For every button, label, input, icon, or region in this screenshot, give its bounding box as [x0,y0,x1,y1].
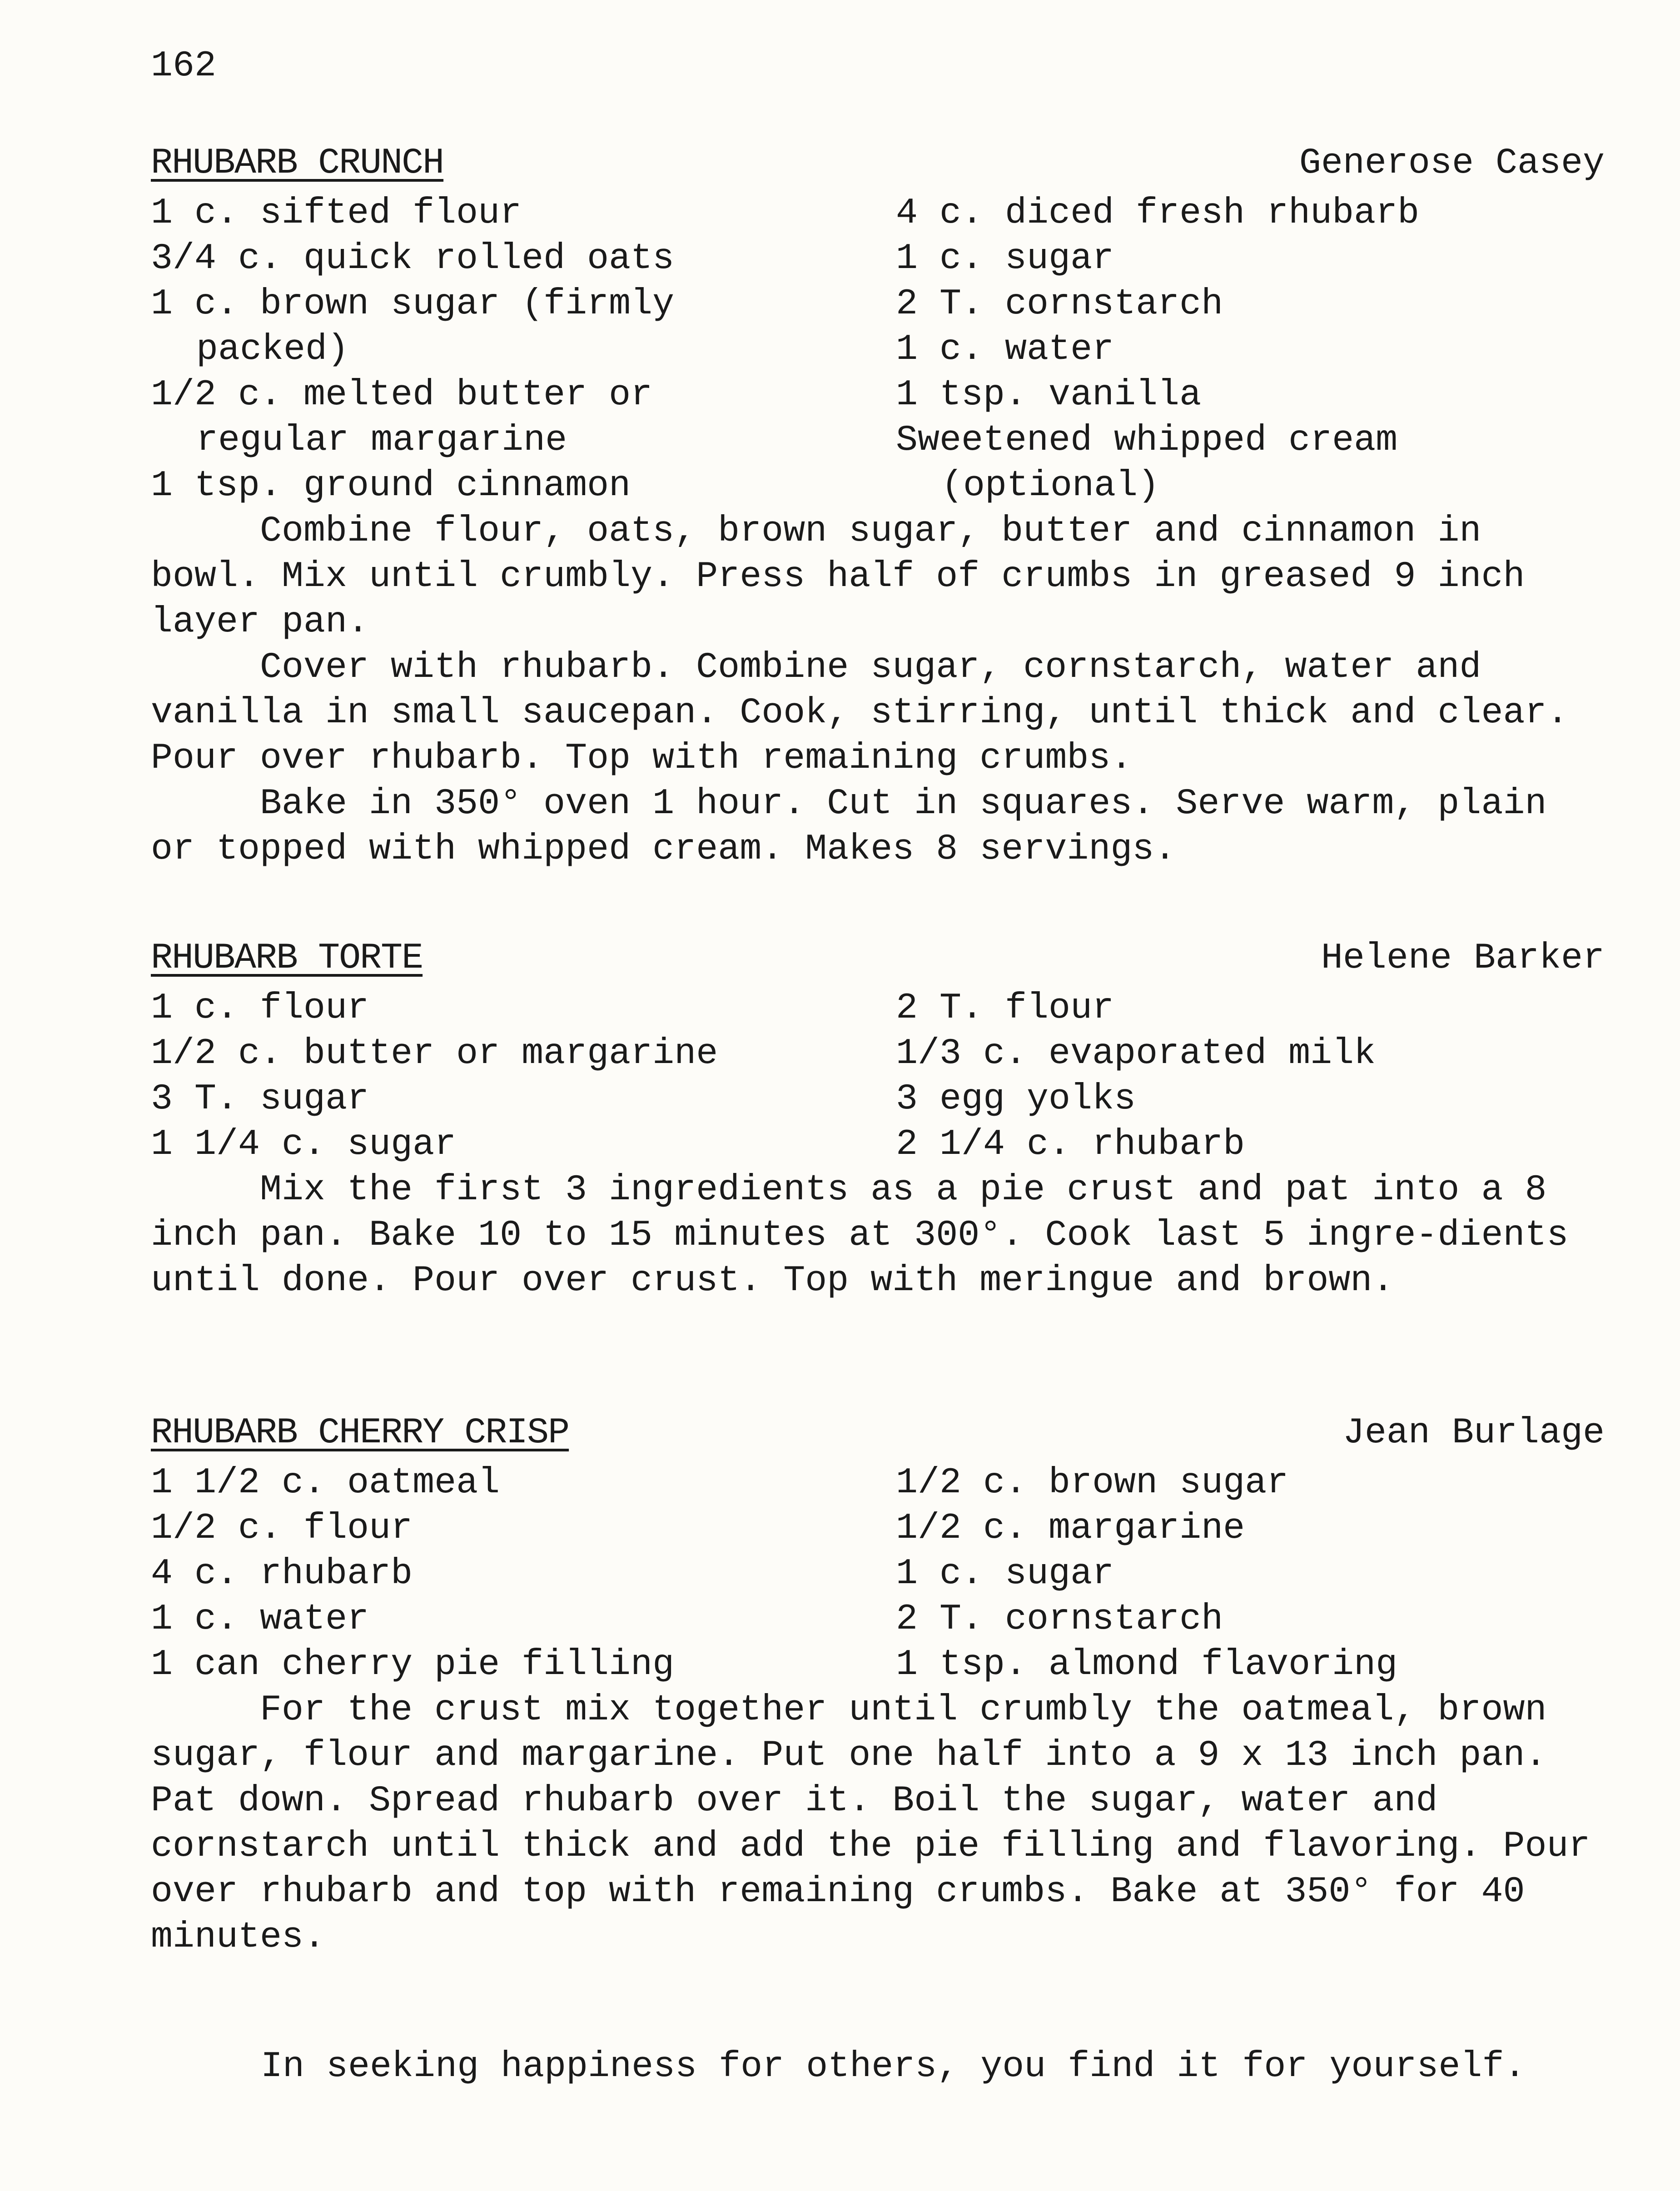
recipe-rhubarb-crunch [151,141,1605,872]
ingredient: 1/3 c. evaporated milk [896,1033,1376,1074]
ingredient: 4 c. diced fresh rhubarb [896,193,1420,234]
ingredient: 1/2 c. melted butter or [151,374,653,416]
ingredient: 1/2 c. flour [151,1508,413,1549]
ingredients-left-column [151,191,896,509]
ingredient: 1 tsp. vanilla [896,374,1202,416]
ingredients-left-column [151,986,896,1168]
ingredient: Sweetened whipped cream [896,420,1398,461]
recipe-title: RHUBARB CRUNCH [151,143,444,184]
ingredient: 1 c. sugar [896,238,1114,279]
recipe-rhubarb-cherry-crisp [151,1411,1605,1960]
direction-paragraph: Bake in 350° oven 1 hour. Cut in squares. Serve warm, plain or topped with whipped cream. Makes 8 servings. [151,783,1547,870]
ingredient-list [151,191,1605,509]
ingredient: 1 c. flour [151,988,369,1029]
ingredient: 1/2 c. brown sugar [896,1462,1289,1504]
ingredient-list [151,1461,1605,1688]
ingredient: 1 c. sifted flour [151,193,522,234]
recipe-header [151,936,1605,986]
direction-paragraph: Mix the first 3 ingredients as a pie crust and pat into a 8 inch pan. Bake 10 to 15 minutes at 300°. Cook last 5 ingre-dients until done. Pour over crust. Top with meringue and brown. [151,1169,1569,1302]
ingredient: 2 T. cornstarch [896,283,1223,325]
recipe-rhubarb-torte [151,936,1605,1304]
ingredient: 3 egg yolks [896,1078,1136,1120]
recipe-directions [151,1168,1605,1304]
ingredient: 1 1/2 c. oatmeal [151,1462,500,1504]
direction-paragraph: Cover with rhubarb. Combine sugar, cornstarch, water and vanilla in small saucepan. Cook, stirring, until thick and clear. Pour over rhubarb. Top with remaining crumbs. [151,647,1569,779]
ingredient: 1 1/4 c. sugar [151,1124,457,1165]
ingredient-continuation: (optional) [941,465,1160,507]
recipe-author: Helene Barker [1321,938,1605,979]
recipe-directions [151,509,1605,872]
ingredient: 1 c. water [896,329,1114,370]
ingredient: 4 c. rhubarb [151,1553,413,1595]
ingredients-left-column [151,1461,896,1688]
ingredients-right-column [896,986,1605,1168]
ingredient: 1 c. water [151,1599,369,1640]
recipe-header [151,1411,1605,1461]
ingredient: 1 c. brown sugar (firmly [151,283,675,325]
ingredient-continuation: regular margarine [196,420,567,461]
recipe-title: RHUBARB CHERRY CRISP [151,1412,569,1454]
ingredient: 2 T. flour [896,988,1114,1029]
direction-paragraph: Combine flour, oats, brown sugar, butter and cinnamon in bowl. Mix until crumbly. Press half of crumbs in greased 9 inch layer pan. [151,511,1525,643]
ingredient: 1 can cherry pie filling [151,1644,675,1685]
ingredient: 1 tsp. ground cinnamon [151,465,631,507]
recipe-directions [151,1688,1605,1960]
page-number: 162 [151,45,217,87]
ingredient: 2 1/4 c. rhubarb [896,1124,1245,1165]
ingredient: 1 tsp. almond flavoring [896,1644,1398,1685]
ingredient: 1/2 c. butter or margarine [151,1033,718,1074]
ingredient: 1 c. sugar [896,1553,1114,1595]
ingredient: 3/4 c. quick rolled oats [151,238,675,279]
ingredient: 3 T. sugar [151,1078,369,1120]
ingredient: 1/2 c. margarine [896,1508,1245,1549]
ingredients-right-column [896,1461,1605,1688]
recipe-author: Generose Casey [1299,143,1605,184]
recipe-author: Jean Burlage [1342,1412,1605,1454]
ingredients-right-column [896,191,1605,509]
direction-paragraph: For the crust mix together until crumbly the oatmeal, brown sugar, flour and margarine. Put one half into a 9 x 13 inch pan. Pat down. Spread rhubarb over it. Boil the sugar, water and cornstarch until thick and add the pie filling and flavoring. Pour over rhubarb and top with remaining crumbs. Bake at 350° for 40 minutes. [151,1689,1591,1958]
recipe-header [151,141,1605,191]
ingredient-continuation: packed) [196,329,349,370]
recipe-title: RHUBARB TORTE [151,938,423,979]
ingredient: 2 T. cornstarch [896,1599,1223,1640]
ingredient-list [151,986,1605,1168]
closing-quote: In seeking happiness for others, you find it for yourself. [261,2046,1526,2087]
